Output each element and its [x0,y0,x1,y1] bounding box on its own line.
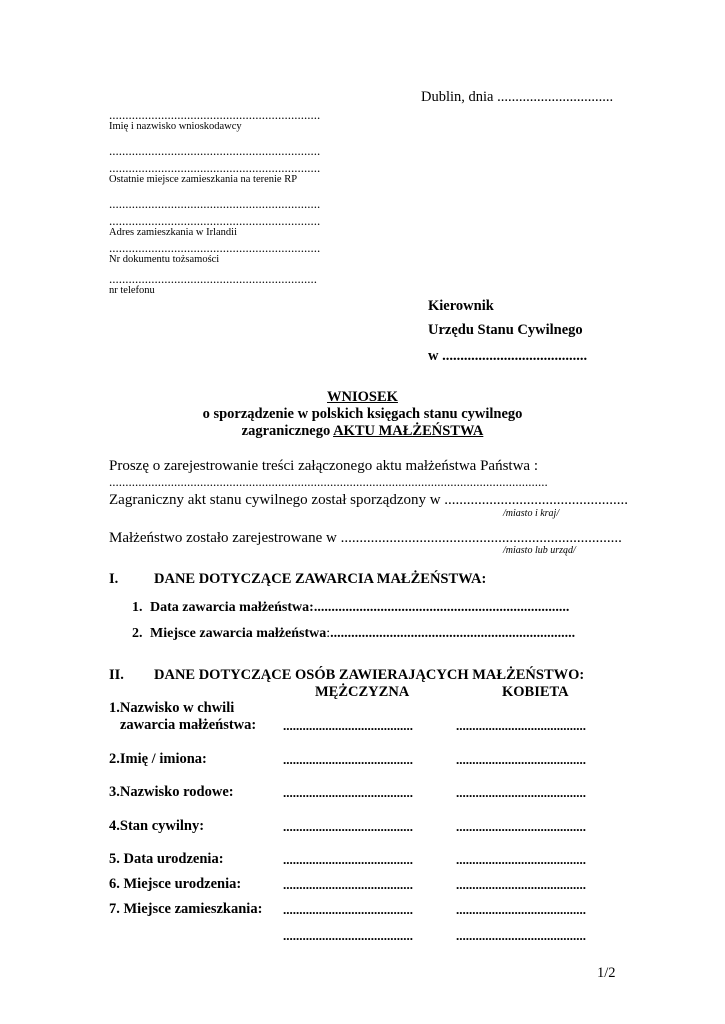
last-residence-block [109,144,320,186]
marriage-date-dots[interactable]: ......................................................................... [313,600,570,615]
marriage-place-row[interactable] [132,625,575,642]
last-residence-dots-2[interactable]: ................................................................. [109,160,321,175]
row-residence-male-dots[interactable]: ........................................ [283,902,413,917]
irish-address-dots-1[interactable]: ................................................................. [109,196,321,211]
id-document-label: Nr dokumentu tożsamości [109,254,220,265]
row-maiden-name-male-dots[interactable]: ........................................ [283,785,413,800]
row-birth-place-label: 6. Miejsce urodzenia: [109,876,242,892]
row-names-female-dots[interactable]: ........................................ [456,752,586,767]
applicant-name-dots[interactable]: ................................................................. [109,107,321,122]
phone-dots[interactable]: ................................................................ [109,271,317,286]
row-birth-date-label: 5. Data urodzenia: [109,851,224,867]
row-surname-female-dots[interactable]: ........................................ [456,718,586,733]
column-female-header: KOBIETA [502,684,569,700]
column-male-header: MĘŻCZYZNA [315,684,410,700]
row-maiden-name-label: 3.Nazwisko rodowe: [109,784,234,800]
section-1-number: I. [109,571,119,587]
place-date-line[interactable]: Dublin, dnia ................................ [421,89,614,105]
request-text: Proszę o zarejestrowanie treści załączonego aktu małżeństwa Państwa : [109,458,538,474]
row-marital-status-label: 4.Stan cywilny: [109,818,205,834]
row-residence-female-dots-2[interactable]: ........................................ [456,928,586,943]
document-subtitle: o sporządzenie w polskich księgach stanu cywilnego [202,406,523,422]
subtitle-prefix: zagranicznego [241,423,334,439]
subtitle-act-type: AKTU MAŁŻEŃSTWA [333,423,484,439]
marriage-date-label: Data zawarcia małżeństwa: [150,600,314,615]
irish-address-label: Adres zamieszkania w Irlandii [109,227,237,238]
registered-hint: /miasto lub urząd/ [503,545,576,556]
row-birth-date-female-dots[interactable]: ........................................ [456,852,586,867]
row-birth-place-female-dots[interactable]: ........................................ [456,877,586,892]
document-title: WNIOSEK [327,389,398,405]
row-birth-place-male-dots[interactable]: ........................................ [283,877,413,892]
marriage-date-row[interactable] [132,599,569,616]
row-surname-label-1: 1.Nazwisko w chwili [109,700,235,716]
marriage-place-num: 2. [132,626,143,641]
request-dots[interactable]: ....................................................................................................................................... [109,474,548,489]
row-maiden-name-female-dots[interactable]: ........................................ [456,785,586,800]
recipient-title: Kierownik [428,298,494,314]
row-marital-status-female-dots[interactable]: ........................................ [456,819,586,834]
row-surname-label-2: zawarcia małżeństwa: [120,717,257,733]
row-names-label: 2.Imię / imiona: [109,751,207,767]
id-document-dots[interactable]: ................................................................. [109,240,321,255]
id-document-block [109,241,320,266]
row-names-male-dots[interactable]: ........................................ [283,752,413,767]
phone-block [109,272,317,297]
section-2-title: DANE DOTYCZĄCE OSÓB ZAWIERAJĄCYCH MAŁŻEŃSTWO: [154,667,585,683]
document-subtitle-2 [0,423,725,440]
row-surname-male-dots[interactable]: ........................................ [283,718,413,733]
row-birth-date-male-dots[interactable]: ........................................ [283,852,413,867]
recipient-office: Urzędu Stanu Cywilnego [428,322,583,338]
foreign-act-hint: /miasto i kraj/ [503,508,560,519]
row-residence-male-dots-2[interactable]: ........................................ [283,928,413,943]
page-number: 1/2 [597,965,616,981]
last-residence-dots-1[interactable]: ................................................................. [109,143,321,158]
section-1-title: DANE DOTYCZĄCE ZAWARCIA MAŁŻEŃSTWA: [154,571,487,587]
foreign-act-line[interactable]: Zagraniczny akt stanu cywilnego został sporządzony w ................................................. [109,492,629,508]
marriage-place-dots[interactable]: ...................................................................... [330,626,576,641]
recipient-place[interactable]: w ........................................ [428,348,588,364]
phone-label: nr telefonu [109,285,155,296]
row-residence-female-dots[interactable]: ........................................ [456,902,586,917]
last-residence-label: Ostatnie miejsce zamieszkania na terenie RP [109,174,298,185]
row-residence-label: 7. Miejsce zamieszkania: [109,901,263,917]
marriage-place-label: Miejsce zawarcia małżeństwa [150,626,327,641]
section-2-number: II. [109,667,124,683]
applicant-name-label: Imię i nazwisko wnioskodawcy [109,121,242,132]
applicant-header-block [109,108,320,133]
row-marital-status-male-dots[interactable]: ........................................ [283,819,413,834]
marriage-date-num: 1. [132,600,143,615]
marriage-place-colon: : [326,626,331,641]
irish-address-dots-2[interactable]: ................................................................. [109,213,321,228]
registered-line[interactable]: Małżeństwo zostało zarejestrowane w ........................................................................... [109,530,622,546]
irish-address-block [109,197,320,239]
